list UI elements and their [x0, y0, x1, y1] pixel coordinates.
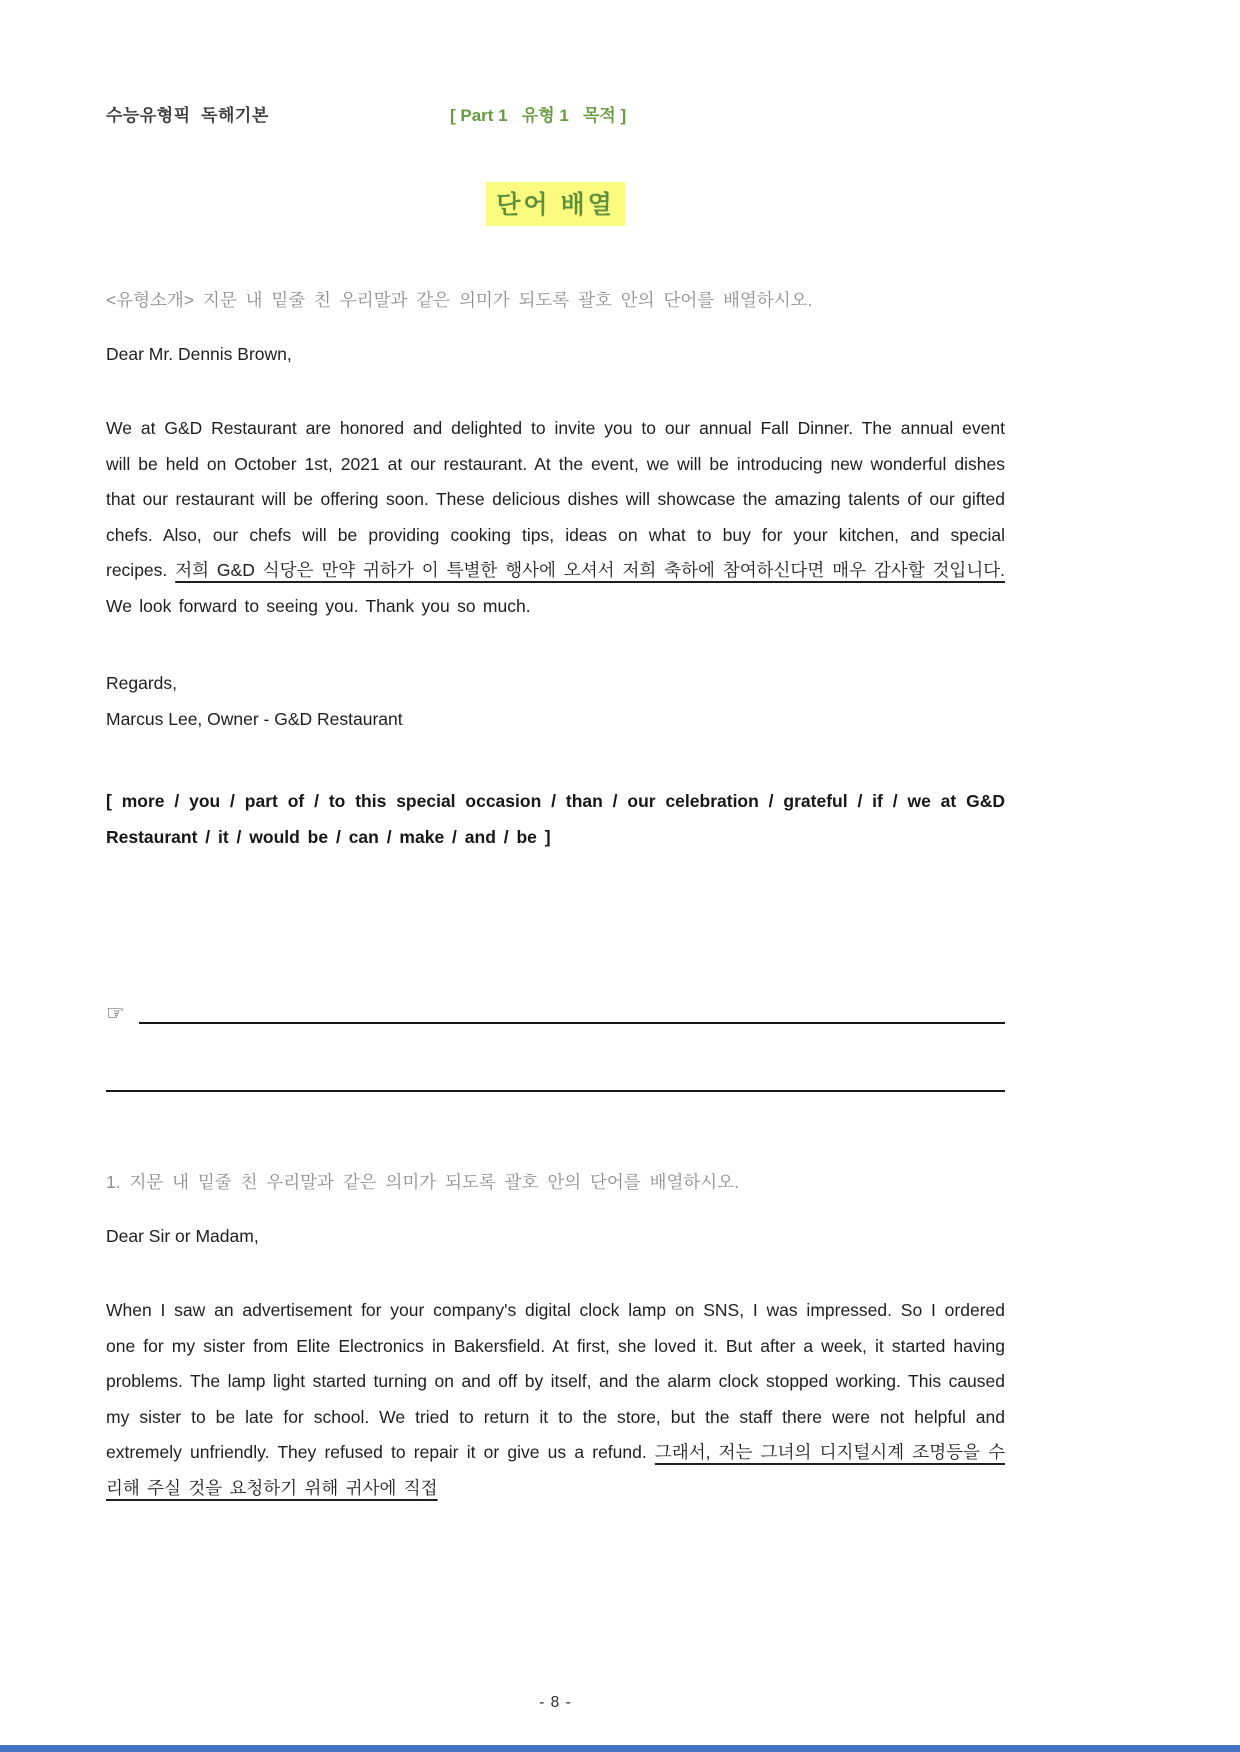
- question1-salutation: Dear Sir or Madam,: [106, 1226, 259, 1246]
- example-salutation: Dear Mr. Dennis Brown,: [106, 344, 292, 364]
- example-body-after: We look forward to seeing you. Thank you so much.: [106, 595, 531, 616]
- question1-body-before: When I saw an advertisement for your company's digital clock lamp on SNS, I was impressed. So I ordered one for my sister from Elite Electronics in Bakersfield. At first, she loved it. But after a week, it started having problems. The lamp light started turning on and off by itself, and the alarm clock stopped working. This caused my sister to be late for school. We tried to return it to the store, but the staff there were not helpful and extremely unfriendly. They refused to repair it or give us a refund.: [106, 1300, 1005, 1462]
- example-underlined-korean: 저희 G&D 식당은 만약 귀하가 이 특별한 행사에 오셔서 저희 축하에 참여하신다면 매우 감사할 것입니다.: [175, 560, 1005, 580]
- answer-row: [106, 1003, 1005, 1024]
- answer-blank-line-1: [139, 1010, 1005, 1024]
- section-tag: [ Part 1 유형 1 목적 ]: [450, 106, 627, 125]
- bottom-accent-bar: [0, 1745, 1240, 1752]
- pointing-hand-icon: ☞: [106, 1002, 125, 1025]
- page-number: - 8 -: [539, 1694, 572, 1711]
- answer-blank-line-2: [106, 1090, 1005, 1092]
- question1-body-paragraph: [106, 1293, 1005, 1506]
- example-word-bank: [ more / you / part of / to this special occasion / than / our celebration / grateful / if / we at G&D Restaurant / it / would be / can / make / and / be ]: [106, 791, 1005, 847]
- content-column: [106, 101, 1005, 1506]
- section-title-wrap: [106, 182, 1005, 226]
- example-signature: Marcus Lee, Owner - G&D Restaurant: [106, 708, 403, 729]
- question1-underlined-korean: 그래서, 저는 그녀의 디지털시계 조명등을 수리해 주실 것을 요청하기 위해 귀사에 직접: [106, 1442, 1005, 1498]
- type-intro-text: <유형소개> 지문 내 밑줄 친 우리말과 같은 의미가 되도록 괄호 안의 단어를 배열하시오.: [106, 290, 813, 310]
- example-closing-block: [106, 666, 1005, 737]
- example-closing: Regards,: [106, 673, 178, 693]
- section-title: 단어 배열: [486, 182, 625, 226]
- example-body-paragraph: [106, 411, 1005, 624]
- book-title: 수능유형픽 독해기본: [106, 106, 269, 125]
- page-header: [106, 101, 1005, 125]
- question1-prompt: 1. 지문 내 밑줄 친 우리말과 같은 의미가 되도록 괄호 안의 단어를 배열하시오.: [106, 1172, 739, 1192]
- example-body-before: We at G&D Restaurant are honored and delighted to invite you to our annual Fall Dinner. The annual event will be held on October 1st, 2021 at our restaurant. At the event, we will be introducing new wonderful dishes that our restaurant will be offering soon. These delicious dishes will showcase the amazing talents of our gifted chefs. Also, our chefs will be providing cooking tips, ideas on what to buy for your kitchen, and special recipes.: [106, 418, 1005, 580]
